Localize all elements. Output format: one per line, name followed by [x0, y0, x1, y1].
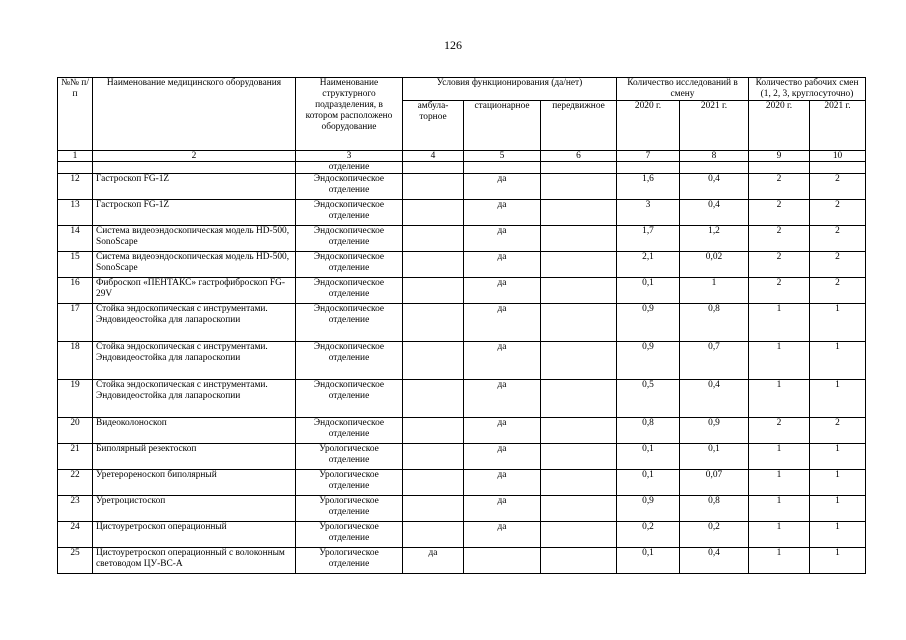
department-name: Эндоскопическое отделение [296, 174, 403, 200]
mobile-cell [541, 342, 617, 380]
column-index: 3 [296, 151, 403, 162]
shifts-2020-cell: 1 [749, 380, 810, 418]
department-name: Эндоскопическое отделение [296, 418, 403, 444]
shifts-2020-cell: 1 [749, 444, 810, 470]
row-number: 23 [58, 496, 93, 522]
count-2021-cell: 0,8 [680, 496, 749, 522]
mobile-cell [541, 418, 617, 444]
equipment-table [57, 77, 866, 574]
row-number: 25 [58, 548, 93, 574]
table-row [58, 304, 866, 342]
department-name: Эндоскопическое отделение [296, 380, 403, 418]
inpatient-cell: да [464, 444, 541, 470]
count-2021-cell: 1 [680, 278, 749, 304]
count-2020-cell: 0,9 [617, 496, 680, 522]
count-2020-cell: 0,1 [617, 444, 680, 470]
row-number: 20 [58, 418, 93, 444]
ambulatory-cell [403, 304, 464, 342]
count-2020-cell: 0,9 [617, 342, 680, 380]
shifts-2021-cell: 2 [810, 278, 866, 304]
header-count-2020: 2020 г. [617, 101, 680, 151]
mobile-cell [541, 174, 617, 200]
shifts-2020-cell: 1 [749, 496, 810, 522]
row-number: 15 [58, 252, 93, 278]
inpatient-cell: да [464, 522, 541, 548]
shifts-2020-cell: 1 [749, 304, 810, 342]
equipment-name: Фиброскоп «ПЕНТАКС» гастрофиброскоп FG-29V [93, 278, 296, 304]
row-number: 14 [58, 226, 93, 252]
inpatient-cell: да [464, 278, 541, 304]
equipment-name: Уретроцистоскоп [93, 496, 296, 522]
count-2020-cell: 0,1 [617, 470, 680, 496]
inpatient-cell: да [464, 226, 541, 252]
mobile-cell [541, 444, 617, 470]
shifts-2021-cell: 1 [810, 304, 866, 342]
inpatient-cell [464, 548, 541, 574]
inpatient-cell: да [464, 496, 541, 522]
count-2020-cell: 0,9 [617, 304, 680, 342]
inpatient-cell: да [464, 418, 541, 444]
department-name: Эндоскопическое отделение [296, 342, 403, 380]
shifts-2021-cell: 2 [810, 200, 866, 226]
page-number: 126 [444, 38, 462, 52]
shifts-2020-cell: 2 [749, 174, 810, 200]
mobile-cell [541, 496, 617, 522]
count-2021-cell: 0,02 [680, 252, 749, 278]
header-shifts-2020: 2020 г. [749, 101, 810, 151]
department-name: Эндоскопическое отделение [296, 252, 403, 278]
count-2021-cell: 0,9 [680, 418, 749, 444]
column-index: 9 [749, 151, 810, 162]
count-2021-cell: 0,4 [680, 174, 749, 200]
department-name: Урологическое отделение [296, 470, 403, 496]
equipment-name: Система видеоэндоскопическая модель HD-500, SonoScape [93, 252, 296, 278]
row-number: 18 [58, 342, 93, 380]
row-number: 12 [58, 174, 93, 200]
column-index: 5 [464, 151, 541, 162]
row-number: 16 [58, 278, 93, 304]
department-name: Урологическое отделение [296, 496, 403, 522]
mobile-cell [541, 380, 617, 418]
table-row [58, 252, 866, 278]
count-2020-cell: 3 [617, 200, 680, 226]
ambulatory-cell [403, 418, 464, 444]
shifts-2021-cell: 1 [810, 342, 866, 380]
table-row [58, 342, 866, 380]
ambulatory-cell [403, 226, 464, 252]
shifts-2020-cell: 1 [749, 470, 810, 496]
ambulatory-cell [403, 342, 464, 380]
table-row [58, 200, 866, 226]
shifts-2021-cell: 2 [810, 418, 866, 444]
count-2021-cell: 0,4 [680, 548, 749, 574]
count-2020-cell: 1,7 [617, 226, 680, 252]
column-index: 7 [617, 151, 680, 162]
table-row [58, 418, 866, 444]
shifts-2021-cell: 1 [810, 522, 866, 548]
row-number: 17 [58, 304, 93, 342]
department-name: Эндоскопическое отделение [296, 200, 403, 226]
header-num: №№ п/п [58, 78, 93, 151]
equipment-name: Цистоуретроскоп операционный с волоконным световодом ЦУ-ВС-А [93, 548, 296, 574]
header-conditions: Условия функционирования (да/нет) [403, 78, 617, 101]
header-row-1 [58, 78, 866, 101]
shifts-2021-cell: 1 [810, 444, 866, 470]
column-index-row [58, 151, 866, 162]
inpatient-cell: да [464, 174, 541, 200]
ambulatory-cell [403, 444, 464, 470]
inpatient-cell: да [464, 200, 541, 226]
mobile-cell [541, 278, 617, 304]
count-2020-cell: 0,5 [617, 380, 680, 418]
table-row [58, 496, 866, 522]
shifts-2021-cell: 1 [810, 380, 866, 418]
count-2021-cell: 1,2 [680, 226, 749, 252]
equipment-name: Цистоуретроскоп операционный [93, 522, 296, 548]
inpatient-cell: да [464, 342, 541, 380]
shifts-2020-cell: 2 [749, 278, 810, 304]
header-ambulatory: амбула-торное [403, 101, 464, 151]
count-2020-cell: 0,2 [617, 522, 680, 548]
column-index: 8 [680, 151, 749, 162]
ambulatory-cell [403, 200, 464, 226]
count-2021-cell: 0,1 [680, 444, 749, 470]
count-2021-cell: 0,4 [680, 200, 749, 226]
inpatient-cell: да [464, 380, 541, 418]
header-shifts-2021: 2021 г. [810, 101, 866, 151]
shifts-2021-cell: 2 [810, 174, 866, 200]
mobile-cell [541, 470, 617, 496]
header-name: Наименование медицинского оборудования [93, 78, 296, 151]
header-shifts: Количество рабочих смен (1, 2, 3, круглосуточно) [749, 78, 866, 101]
table-row [58, 278, 866, 304]
continuation-text: отделение [296, 162, 403, 174]
inpatient-cell: да [464, 252, 541, 278]
count-2020-cell: 0,8 [617, 418, 680, 444]
ambulatory-cell: да [403, 548, 464, 574]
inpatient-cell: да [464, 304, 541, 342]
shifts-2021-cell: 1 [810, 496, 866, 522]
shifts-2021-cell: 2 [810, 226, 866, 252]
count-2021-cell: 0,2 [680, 522, 749, 548]
equipment-name: Гастроскоп FG-1Z [93, 174, 296, 200]
ambulatory-cell [403, 470, 464, 496]
header-count-2021: 2021 г. [680, 101, 749, 151]
department-name: Эндоскопическое отделение [296, 226, 403, 252]
shifts-2021-cell: 1 [810, 470, 866, 496]
equipment-name: Гастроскоп FG-1Z [93, 200, 296, 226]
count-2020-cell: 2,1 [617, 252, 680, 278]
department-name: Эндоскопическое отделение [296, 278, 403, 304]
equipment-name: Стойка эндоскопическая с инструментами. Эндовидеостойка для лапароскопии [93, 342, 296, 380]
mobile-cell [541, 548, 617, 574]
header-mobile: передвижное [541, 101, 617, 151]
mobile-cell [541, 226, 617, 252]
column-index: 1 [58, 151, 93, 162]
table-row [58, 226, 866, 252]
equipment-name: Биполярный резектоскоп [93, 444, 296, 470]
column-index: 2 [93, 151, 296, 162]
shifts-2020-cell: 2 [749, 252, 810, 278]
ambulatory-cell [403, 496, 464, 522]
count-2021-cell: 0,8 [680, 304, 749, 342]
table-row [58, 380, 866, 418]
shifts-2021-cell: 1 [810, 548, 866, 574]
ambulatory-cell [403, 278, 464, 304]
count-2020-cell: 0,1 [617, 548, 680, 574]
table-row [58, 548, 866, 574]
count-2021-cell: 0,07 [680, 470, 749, 496]
ambulatory-cell [403, 252, 464, 278]
equipment-name: Система видеоэндоскопическая модель HD-500, SonoScape [93, 226, 296, 252]
shifts-2020-cell: 2 [749, 200, 810, 226]
equipment-name: Стойка эндоскопическая с инструментами. Эндовидеостойка для лапароскопии [93, 304, 296, 342]
department-name: Урологическое отделение [296, 444, 403, 470]
mobile-cell [541, 252, 617, 278]
table-row [58, 522, 866, 548]
mobile-cell [541, 522, 617, 548]
ambulatory-cell [403, 174, 464, 200]
equipment-name: Стойка эндоскопическая с инструментами. Эндовидеостойка для лапароскопии [93, 380, 296, 418]
ambulatory-cell [403, 522, 464, 548]
row-number: 13 [58, 200, 93, 226]
row-number: 19 [58, 380, 93, 418]
row-number: 24 [58, 522, 93, 548]
department-name: Урологическое отделение [296, 522, 403, 548]
column-index: 10 [810, 151, 866, 162]
column-index: 6 [541, 151, 617, 162]
row-number: 22 [58, 470, 93, 496]
count-2021-cell: 0,7 [680, 342, 749, 380]
department-name: Урологическое отделение [296, 548, 403, 574]
table-row [58, 470, 866, 496]
count-2020-cell: 0,1 [617, 278, 680, 304]
header-unit: Наименование структурного подразделения, в котором расположено оборудование [296, 78, 403, 151]
count-2021-cell: 0,4 [680, 380, 749, 418]
shifts-2021-cell: 2 [810, 252, 866, 278]
shifts-2020-cell: 2 [749, 418, 810, 444]
shifts-2020-cell: 1 [749, 522, 810, 548]
continuation-row [58, 162, 866, 174]
header-count: Количество исследований в смену [617, 78, 749, 101]
shifts-2020-cell: 2 [749, 226, 810, 252]
equipment-name: Видеоколоноскоп [93, 418, 296, 444]
mobile-cell [541, 304, 617, 342]
column-index: 4 [403, 151, 464, 162]
equipment-name: Уретерореноскоп биполярный [93, 470, 296, 496]
shifts-2020-cell: 1 [749, 548, 810, 574]
inpatient-cell: да [464, 470, 541, 496]
shifts-2020-cell: 1 [749, 342, 810, 380]
mobile-cell [541, 200, 617, 226]
department-name: Эндоскопическое отделение [296, 304, 403, 342]
count-2020-cell: 1,6 [617, 174, 680, 200]
header-inpatient: стационарное [464, 101, 541, 151]
ambulatory-cell [403, 380, 464, 418]
table-row [58, 174, 866, 200]
row-number: 21 [58, 444, 93, 470]
table-row [58, 444, 866, 470]
